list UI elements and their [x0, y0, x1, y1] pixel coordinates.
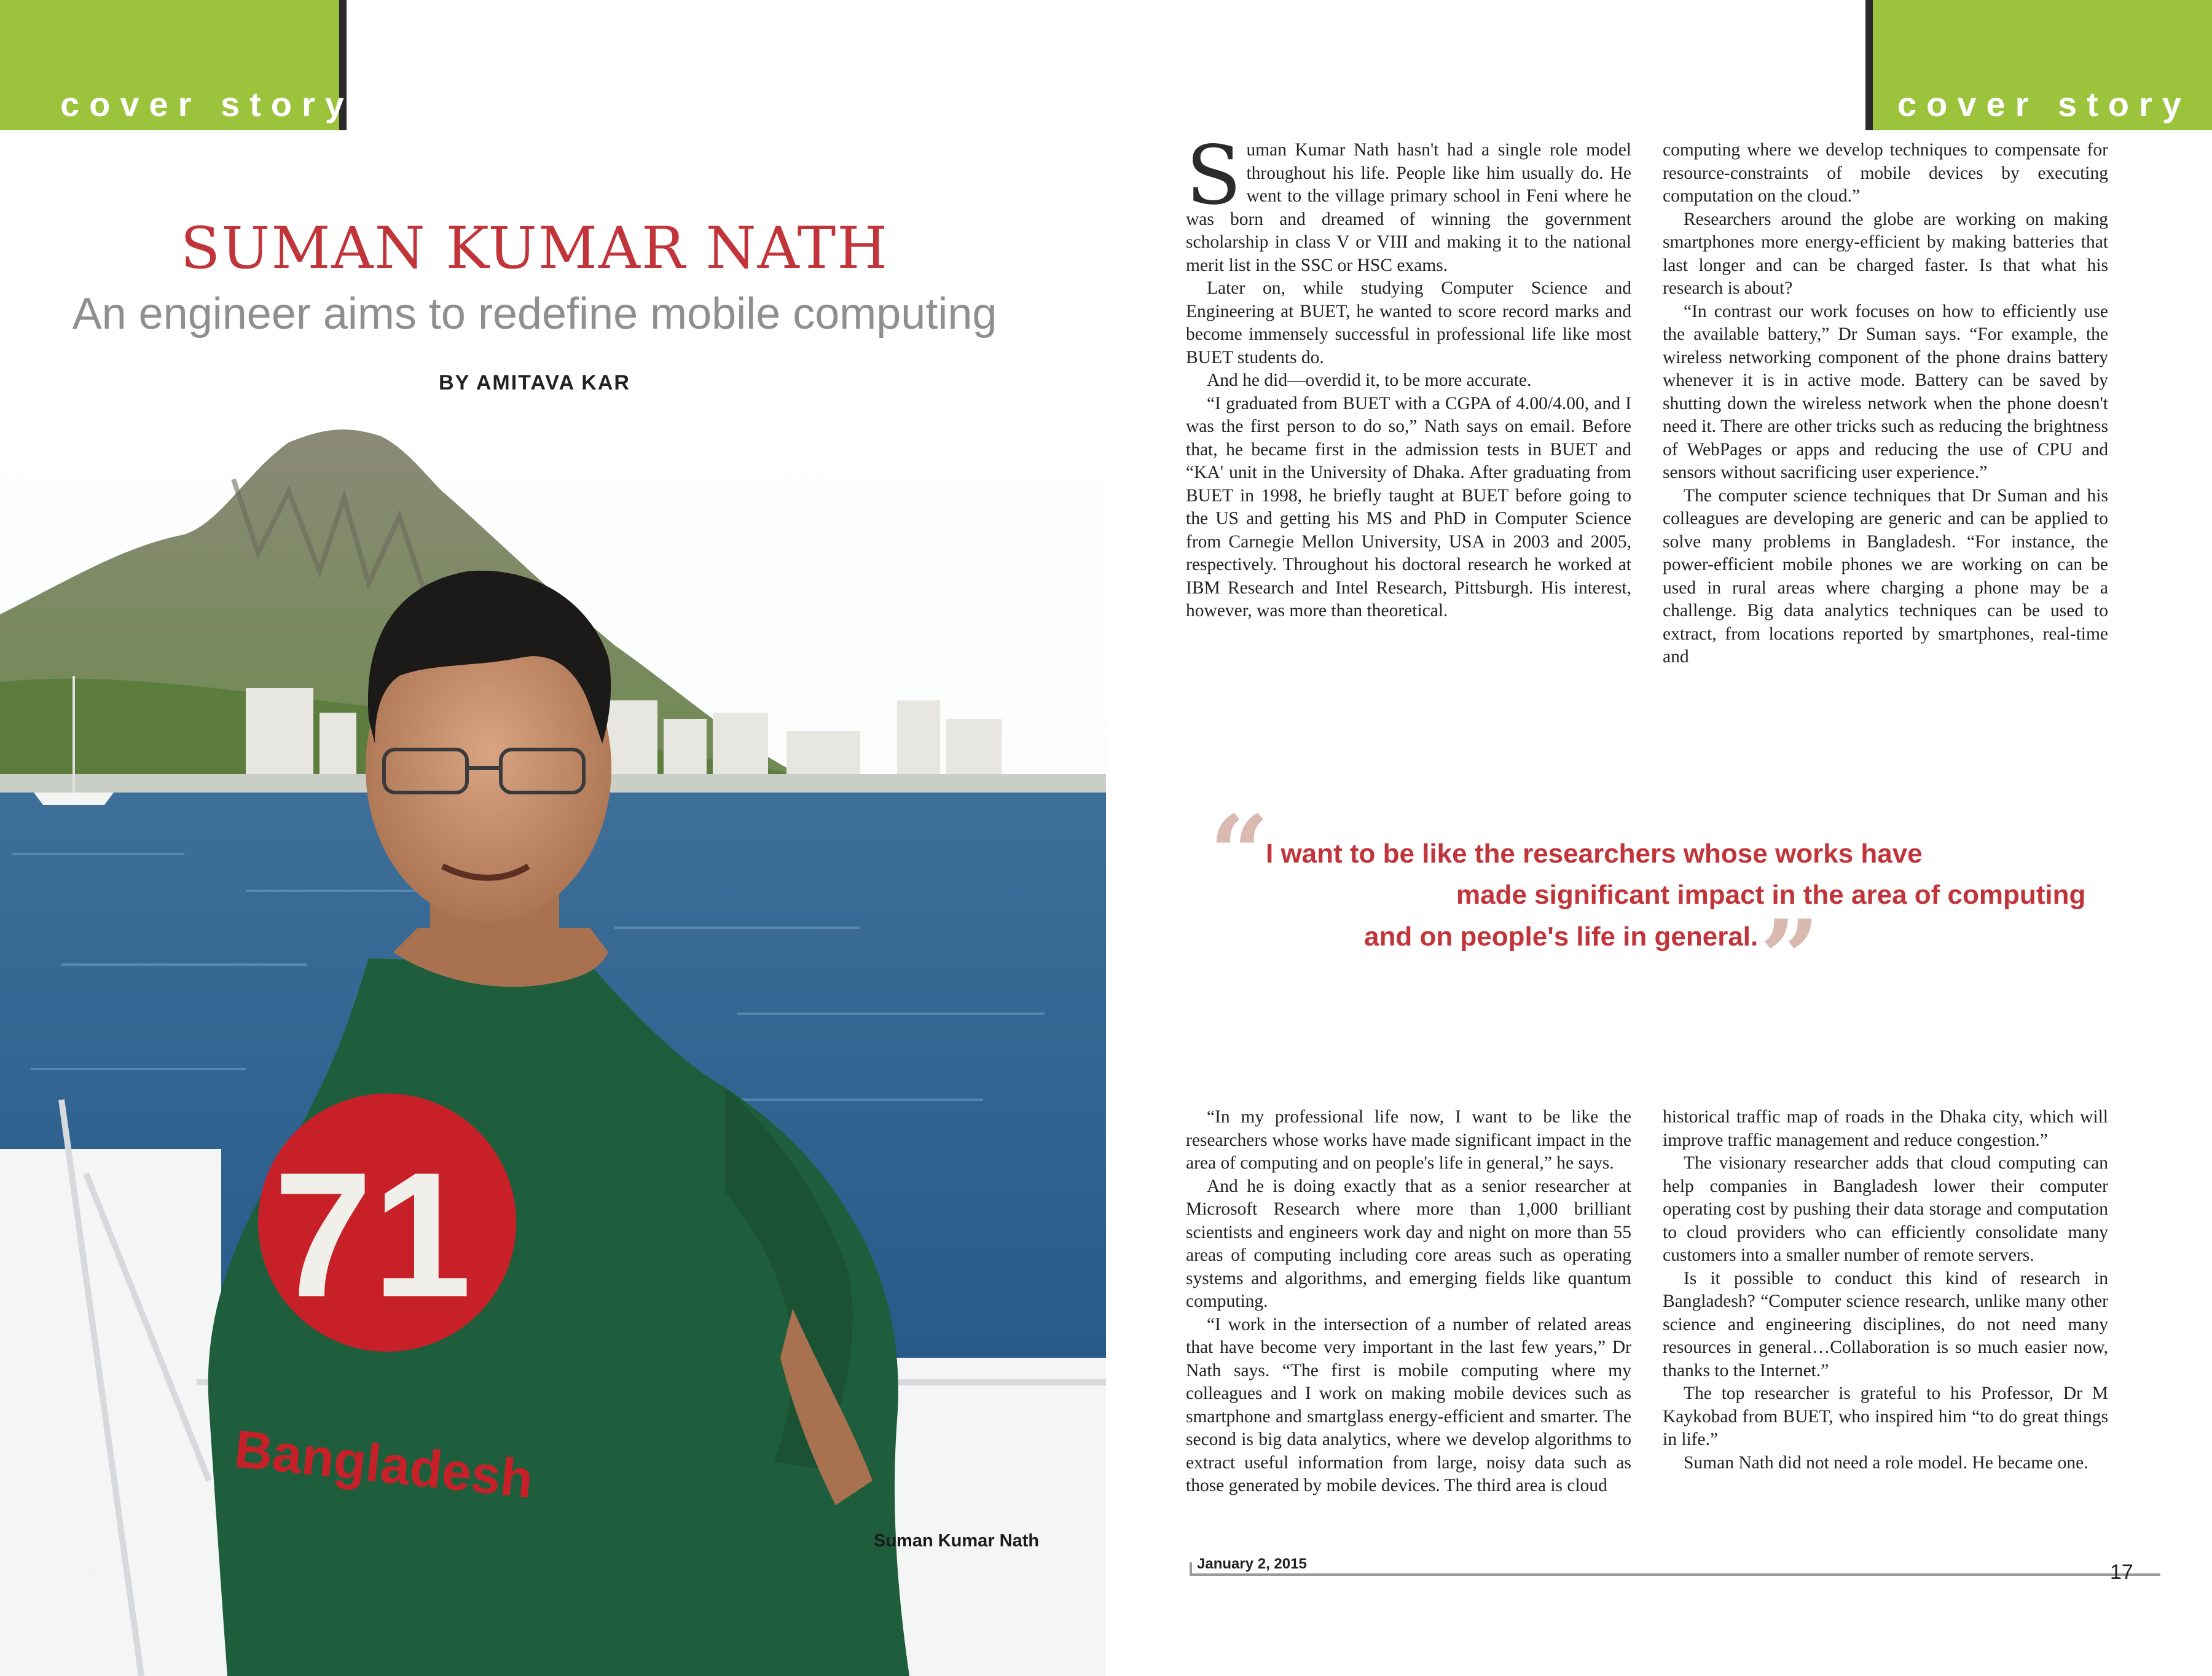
right-page — [1106, 0, 2212, 1676]
article-column-2-bottom — [1663, 1106, 2108, 1474]
svg-text:71: 71 — [273, 1135, 472, 1334]
footer-date: January 2, 2015 — [1197, 1556, 1307, 1572]
paragraph: “In contrast our work focuses on how to efficiently use the available battery,” Dr Suman says. “For example, the wireless networking component of the phone drains battery whenever it is in active mode. Battery can be saved by shutting down the wireless network when the phone doesn't need it. There are other tricks such as reducing the brightness of WebPages or apps and reducing the use of CPU and sensors without sacrificing user experience.” — [1663, 301, 2108, 482]
section-label-right: cover story — [1897, 85, 2191, 123]
page-number-right: 17 — [2110, 1560, 2133, 1584]
paragraph: The visionary researcher adds that cloud computing can help companies in Bangladesh lower their computer operating cost by pushing their data storage and computation to cloud providers who can efficiently consolidate many customers into a smaller number of remote servers. — [1663, 1153, 2108, 1265]
open-quote-mark: “ — [1209, 793, 1269, 915]
paragraph: “I work in the intersection of a number of related areas that have become very important in the last few years,” Dr Nath says. “The first is mobile computing where my colleagues and I work on making mobile devices such as smartphone and smartglass energy-efficient and smarter. The second is big data analytics, where we develop algorithms to extract useful information from large, noisy data such as those generated by mobile devices. The third area is cloud — [1186, 1314, 1631, 1495]
article-column-1-top — [1186, 128, 1631, 623]
paragraph: Suman Nath did not need a role model. He became one. — [1684, 1452, 2088, 1473]
paragraph: historical traffic map of roads in the Dhaka city, which will improve traffic management and reduce congestion.” — [1663, 1107, 2108, 1150]
headline: SUMAN KUMAR NATH — [180, 215, 889, 282]
paragraph: “In my professional life now, I want to be like the researchers whose works have made significant impact in the area of computing and on people's life in general,” he says. — [1186, 1107, 1631, 1173]
article-column-1-bottom — [1186, 1106, 1631, 1498]
paragraph: The top researcher is grateful to his Professor, Dr M Kaykobad from BUET, who inspired him “to do great things in life.” — [1663, 1384, 2108, 1449]
pull-quote-line-2: made significant impact in the area of computing — [1456, 880, 2086, 910]
portrait-photo — [0, 424, 1106, 1676]
paragraph: And he did—overdid it, to be more accurate. — [1207, 370, 1532, 390]
pull-quote-line-3: and on people's life in general. — [1364, 922, 1759, 952]
pull-quote-line-1: I want to be like the researchers whose works have — [1266, 839, 1923, 869]
paragraph: The computer science techniques that Dr Suman and his colleagues are developing are generic and can be applied to solve many problems in Bangladesh. “For instance, the power-efficient mobile phones we are working on can be used in rural areas where charging a phone may be a challenge. Big data analytics techniques can be used to extract, from locations reported by smartphones, real-time and — [1663, 485, 2108, 667]
paragraph: And he is doing exactly that as a senior researcher at Microsoft Research where more than 1,000 brilliant scientists and engineers work day and night on more than 55 areas of computing including core areas such as operating systems and algorithms, and emerging fields like quantum computing. — [1186, 1176, 1631, 1311]
byline: BY AMITAVA KAR — [439, 371, 630, 394]
sailboat — [34, 793, 114, 805]
section-label-left: cover story — [60, 85, 354, 123]
close-quote-mark: ” — [1760, 897, 1820, 1020]
paragraph: Later on, while studying Computer Science and Engineering at BUET, he wanted to score record marks and become immensely successful in professional life like most BUET students do. — [1186, 278, 1631, 367]
paragraph: computing where we develop techniques to compensate for resource-constraints of mobile devices by executing computation on the cloud.” — [1663, 140, 2108, 206]
subheadline: An engineer aims to redefine mobile computing — [72, 289, 997, 339]
svg-text:Bangladesh: Bangladesh — [232, 1419, 536, 1510]
photo-caption: Suman Kumar Nath — [874, 1531, 1040, 1551]
paragraph: “I graduated from BUET with a CGPA of 4.00/4.00, and I was the first person to do so,” Nath says on email. Before that, he became first in the admission tests in BUET and “KA' unit in the University of Dhaka. After graduating from BUET in 1998, he briefly taught at BUET before going to the US and getting his MS and PhD in Computer Science from Carnegie Mellon University, USA in 2003 and 2005, respectively. Throughout his doctoral research he worked at IBM Research and Intel Research, Pittsburgh. His interest, however, was more than theoretical. — [1186, 393, 1631, 621]
paragraph: Researchers around the globe are working on making smartphones more energy-efficient by making batteries that last longer and can be charged faster. Is that what his research is about? — [1663, 209, 2108, 298]
page-number-left: 16 — [75, 1564, 98, 1588]
section-banner-left — [0, 0, 354, 130]
paragraph: uman Kumar Nath hasn't had a single role model throughout his life. People like him usually do. He went to the village primary school in Feni where he was born and dreamed of winning the government scholarship in class V or VIII and making it to the national merit list in the SSC or HSC exams. — [1186, 140, 1631, 275]
paragraph: Is it possible to conduct this kind of research in Bangladesh? “Computer science research, unlike many other science and engineering disciplines, do not need many resources in general…Collaboration is so much easier now, thanks to the Internet.” — [1663, 1268, 2108, 1380]
article-column-2-top — [1663, 139, 2108, 669]
drop-cap: S — [1186, 128, 1242, 223]
footer-rule — [1190, 1573, 2160, 1576]
section-banner-right — [1865, 0, 2212, 130]
